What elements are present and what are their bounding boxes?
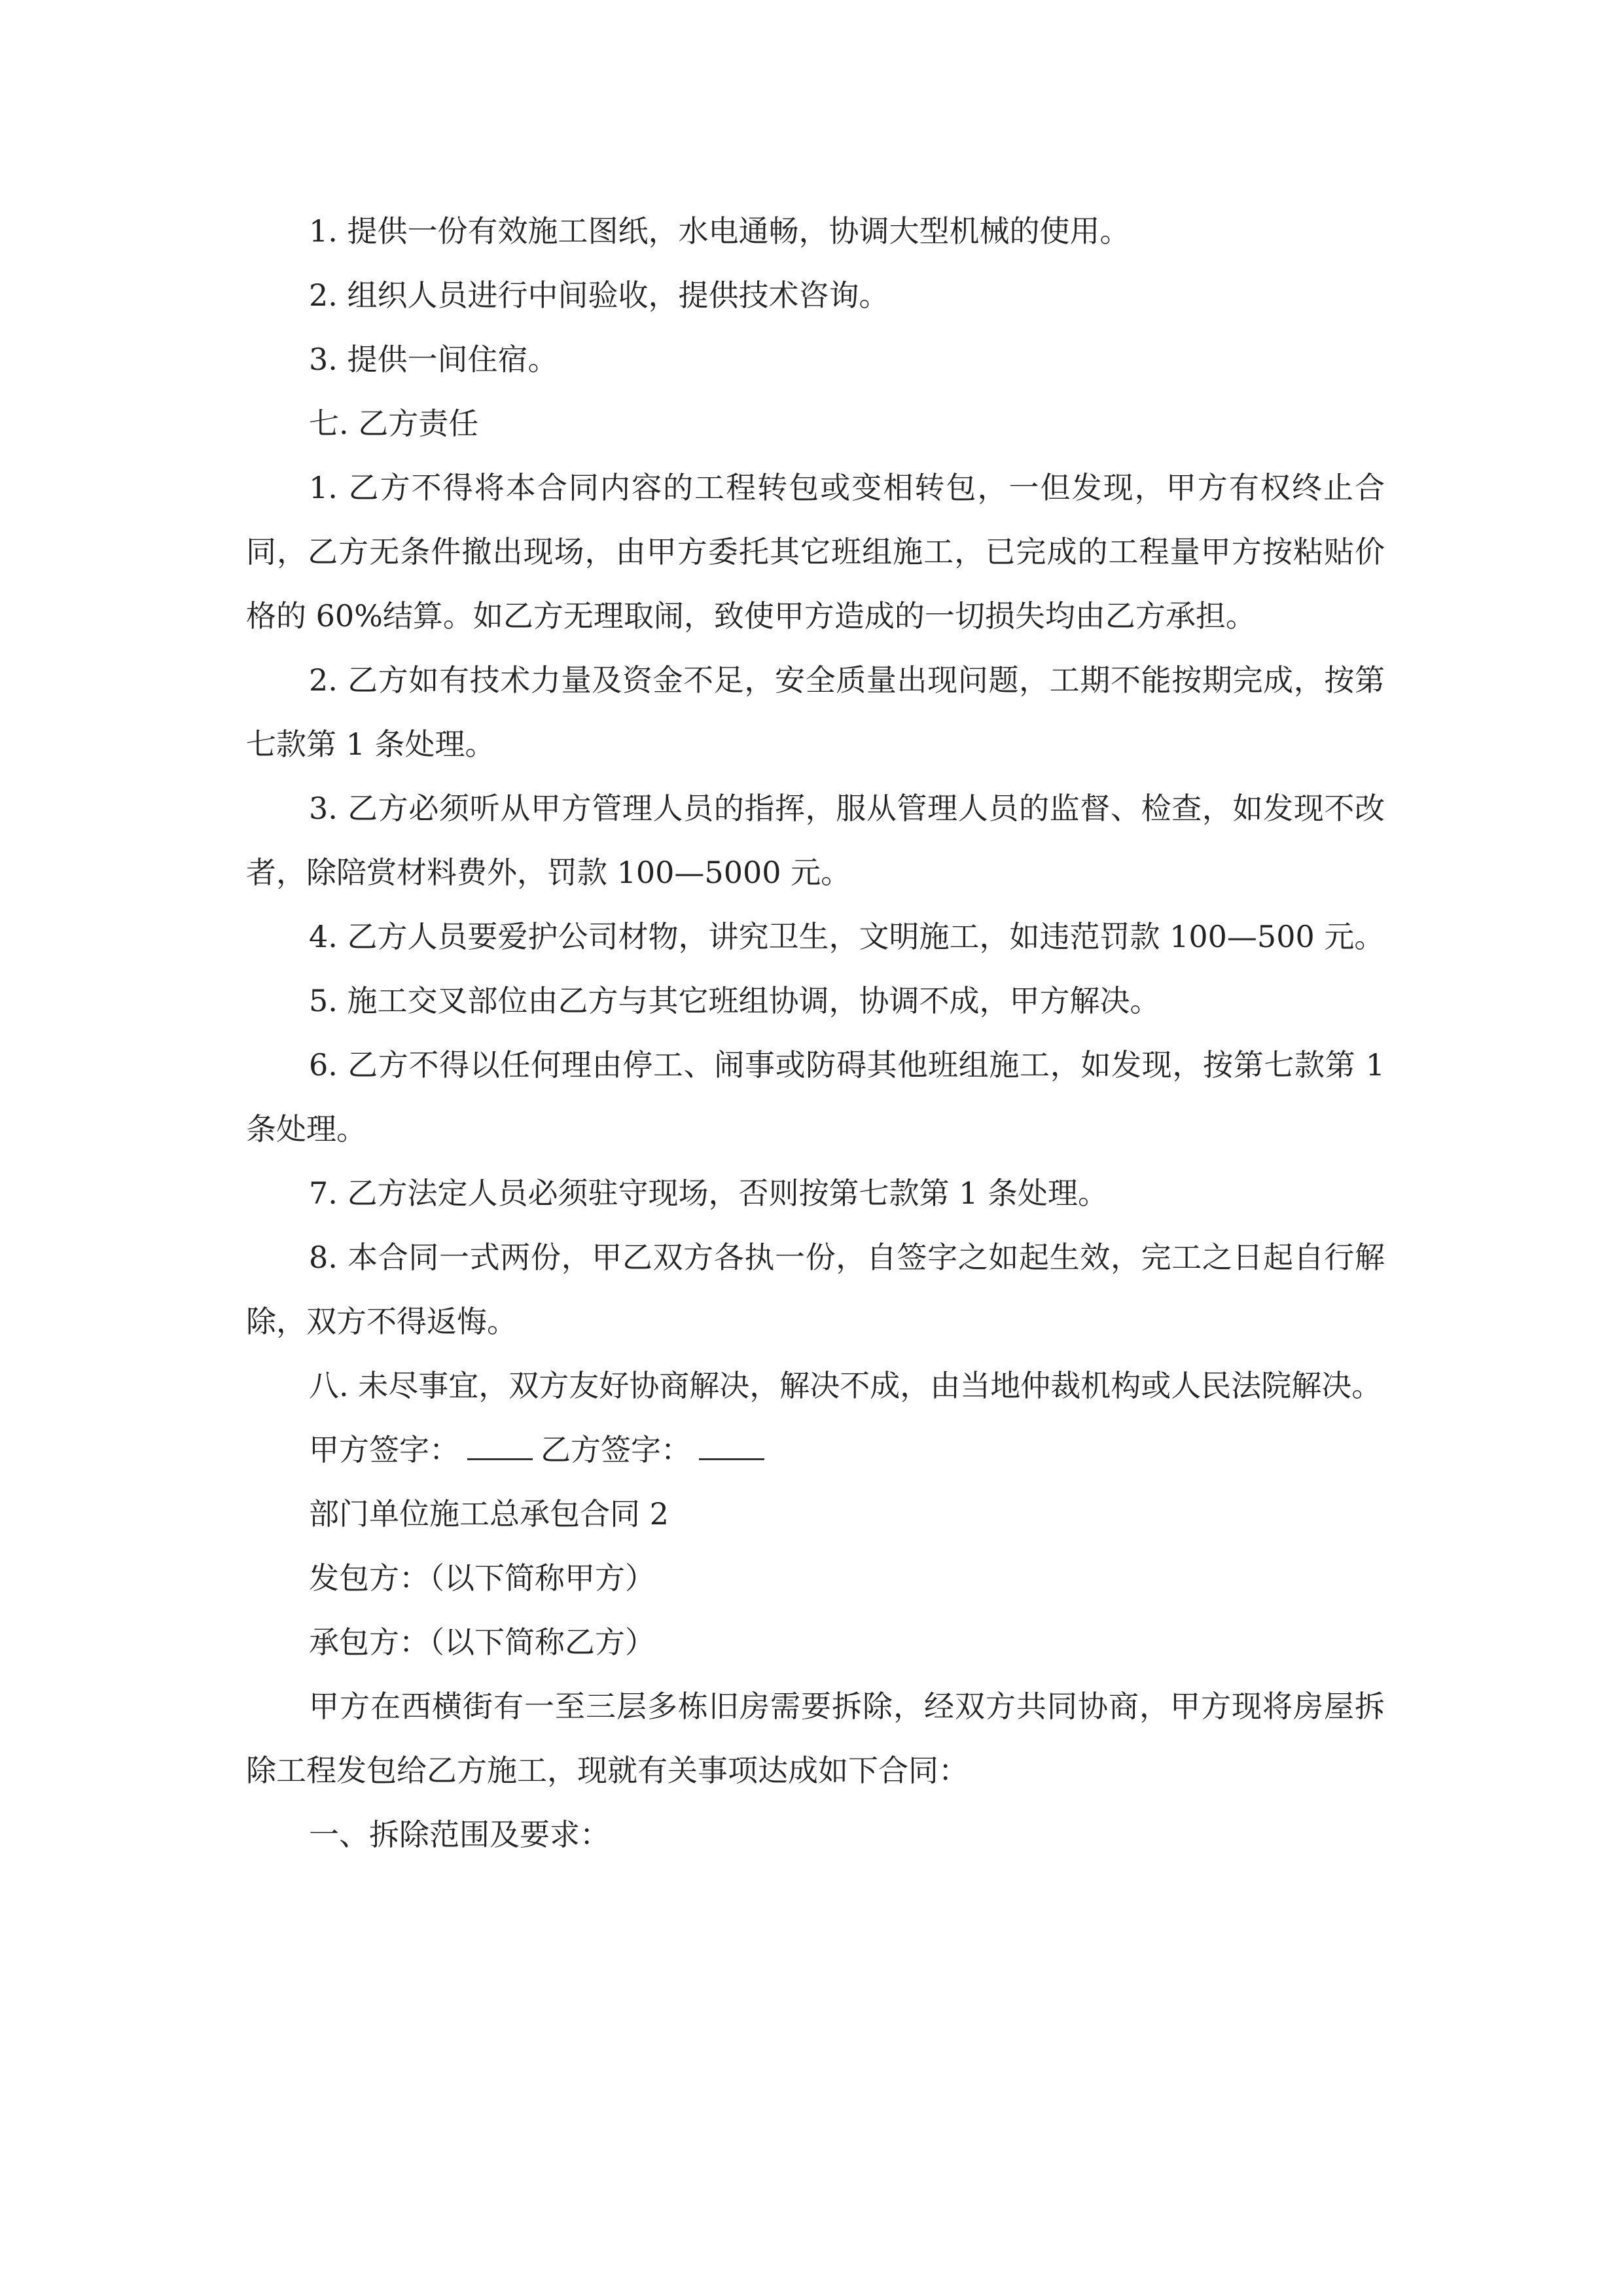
- paragraph-obey-management: 3. 乙方必须听从甲方管理人员的指挥，服从管理人员的监督、检查，如发现不改者，除陪赏材料费外，罚款 100—5000 元。: [246, 791, 1385, 890]
- paragraph-no-subcontracting: 1. 乙方不得将本合同内容的工程转包或变相转包，一但发现，甲方有权终止合同，乙方无条件撤出现场，由甲方委托其它班组施工，已完成的工程量甲方按粘贴价格的 60%结算。如乙方无理取闹，致使甲方造成的一切损失均由乙方承担。: [246, 470, 1385, 634]
- party-a-signature-blank: [467, 1439, 533, 1460]
- party-b-signature-blank: [699, 1439, 764, 1460]
- section-heading-demolition-scope: 一、拆除范围及要求：: [309, 1817, 610, 1852]
- paragraph-demolition-intro: 甲方在西横街有一至三层多栋旧房需要拆除，经双方共同协商，甲方现将房屋拆除工程发包给乙方施工，现就有关事项达成如下合同：: [246, 1689, 1385, 1788]
- signature-line: [246, 1418, 1385, 1482]
- paragraph-care-for-property: 4. 乙方人员要爱护公司材物，讲究卫生，文明施工，如违范罚款 100—500 元。: [309, 919, 1385, 954]
- paragraph-on-site-personnel: 7. 乙方法定人员必须驻守现场，否则按第七款第 1 条处理。: [309, 1175, 1109, 1211]
- paragraph-provide-lodging: 3. 提供一间住宿。: [309, 342, 558, 377]
- party-a-signature-label: 甲方签字：: [309, 1432, 459, 1467]
- paragraph-organize-inspection: 2. 组织人员进行中间验收，提供技术咨询。: [309, 278, 889, 313]
- contract-2-title: 部门单位施工总承包合同 2: [309, 1496, 669, 1532]
- paragraph-cross-coordination: 5. 施工交叉部位由乙方与其它班组协调，协调不成，甲方解决。: [309, 983, 1160, 1018]
- paragraph-provide-drawings: 1. 提供一份有效施工图纸，水电通畅，协调大型机械的使用。: [309, 213, 1130, 249]
- section-heading-unresolved-matters: 八. 未尽事宜，双方友好协商解决，解决不成，由当地仲裁机构或人民法院解决。: [309, 1368, 1382, 1403]
- document-body: [246, 199, 1385, 1867]
- party-b-signature-label: 乙方签字：: [541, 1432, 691, 1467]
- paragraph-insufficient-capacity: 2. 乙方如有技术力量及资金不足，安全质量出现问题，工期不能按期完成，按第七款第 1 条处理。: [246, 662, 1385, 762]
- paragraph-no-stoppage: 6. 乙方不得以任何理由停工、闹事或防碍其他班组施工，如发现，按第七款第 1 条处理。: [246, 1047, 1385, 1147]
- contractor-party-line: 承包方：（以下简称乙方）: [309, 1624, 655, 1660]
- paragraph-contract-copies: 8. 本合同一式两份，甲乙双方各执一份，自签字之如起生效，完工之日起自行解除，双方不得返悔。: [246, 1240, 1385, 1339]
- contracting-party-line: 发包方：（以下简称甲方）: [309, 1560, 655, 1596]
- section-heading-party-b-responsibility: 七. 乙方责任: [309, 406, 479, 441]
